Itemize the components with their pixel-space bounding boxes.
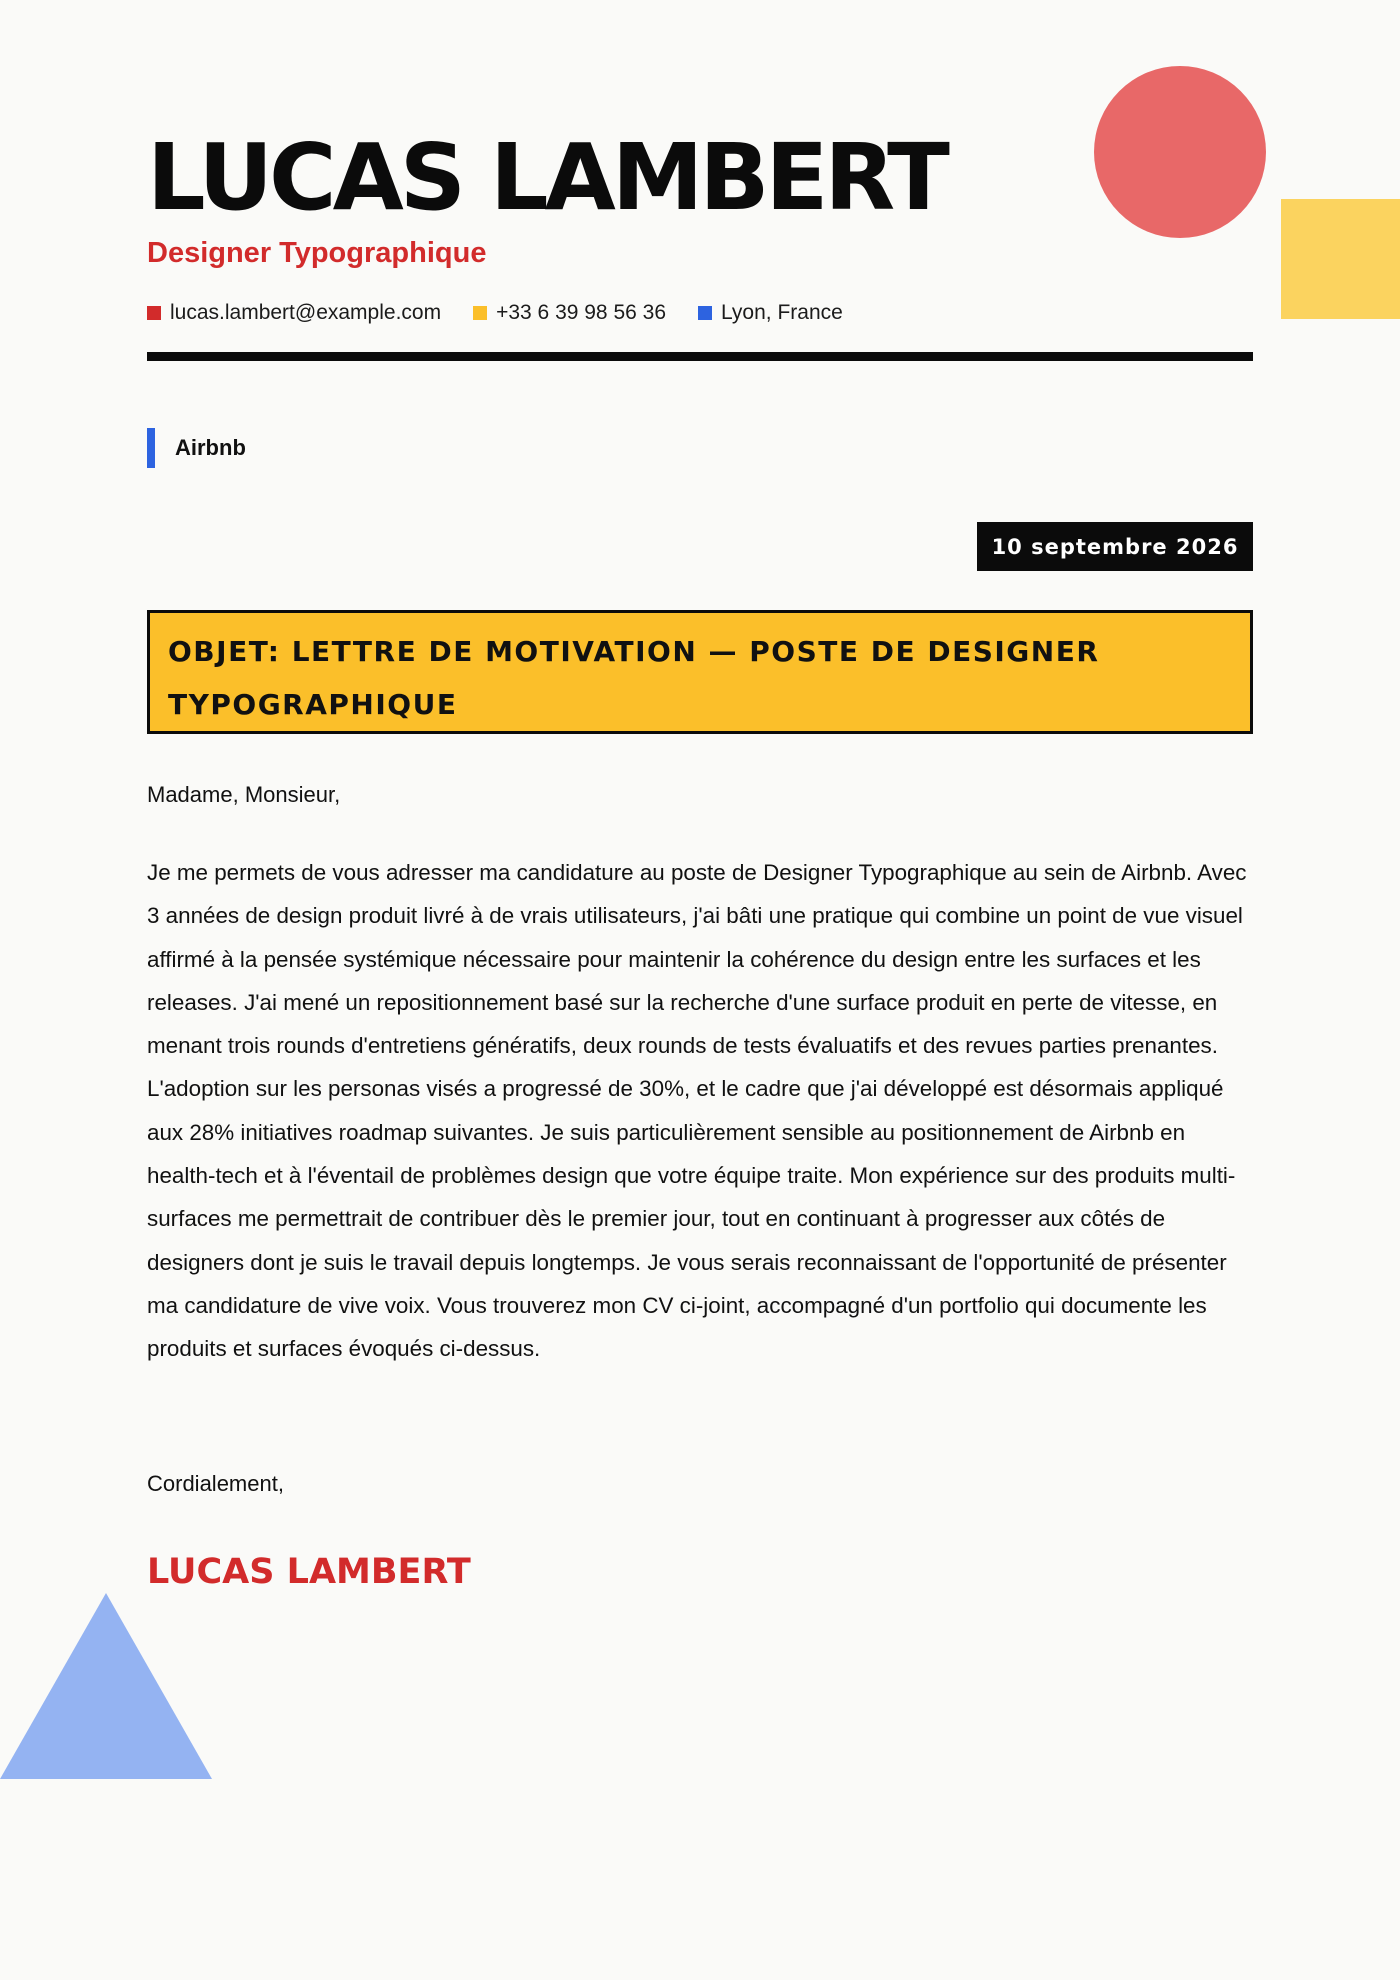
subject-box (147, 610, 1253, 734)
blue-square-icon (698, 306, 712, 320)
subject-text: OBJET: LETTRE DE MOTIVATION — POSTE DE DESIGNER TYPOGRAPHIQUE (168, 635, 1100, 721)
yellow-square-icon (473, 306, 487, 320)
decorative-triangle (0, 1593, 212, 1779)
sender-job-title: Designer Typographique (147, 237, 487, 269)
location-text: Lyon, France (721, 301, 843, 324)
contact-row (147, 298, 875, 328)
contact-location (698, 301, 843, 325)
letter-body: Je me permets de vous adresser ma candidature au poste de Designer Typographique au sein de Airbnb. Avec 3 années de design produit livré à de vrais utilisateurs, j'ai bâti une pratique qui combine un point de vue visuel affirmé à la pensée systémique nécessaire pour maintenir la cohérence du design entre les surfaces et les releases. J'ai mené un repositionnement basé sur la recherche d'une surface produit en perte de vitesse, en menant trois rounds d'entretiens génératifs, deux rounds de tests évaluatifs et des revues parties prenantes. L'adoption sur les personas visés a progressé de 30%, et le cadre que j'ai développé est désormais appliqué aux 28% initiatives roadmap suivantes. Je suis particulièrement sensible au positionnement de Airbnb en health-tech et à l'éventail de problèmes design que votre équipe traite. Mon expérience sur des produits multi-surfaces me permettrait de contribuer dès le premier jour, tout en continuant à progresser aux côtés de designers dont je suis le travail depuis longtemps. Je vous serais reconnaissant de l'opportunité de présenter ma candidature de vive voix. Vous trouverez mon CV ci-joint, accompagné d'un portfolio qui documente les produits et surfaces évoqués ci-dessus. (147, 860, 1247, 1362)
recipient-company: Airbnb (147, 428, 246, 468)
decorative-circle (1094, 66, 1266, 238)
salutation: Madame, Monsieur, (147, 782, 341, 807)
decorative-square (1281, 199, 1400, 319)
closing: Cordialement, (147, 1471, 284, 1496)
date-badge: 10 septembre 2026 (977, 522, 1253, 571)
red-square-icon (147, 306, 161, 320)
phone-text: +33 6 39 98 56 36 (496, 301, 667, 324)
signature: LUCAS LAMBERT (147, 1552, 471, 1592)
header-divider (147, 352, 1253, 361)
sender-name: LUCAS LAMBERT (147, 124, 946, 231)
contact-phone (473, 301, 666, 325)
contact-email (147, 301, 441, 325)
email-text: lucas.lambert@example.com (170, 301, 442, 324)
